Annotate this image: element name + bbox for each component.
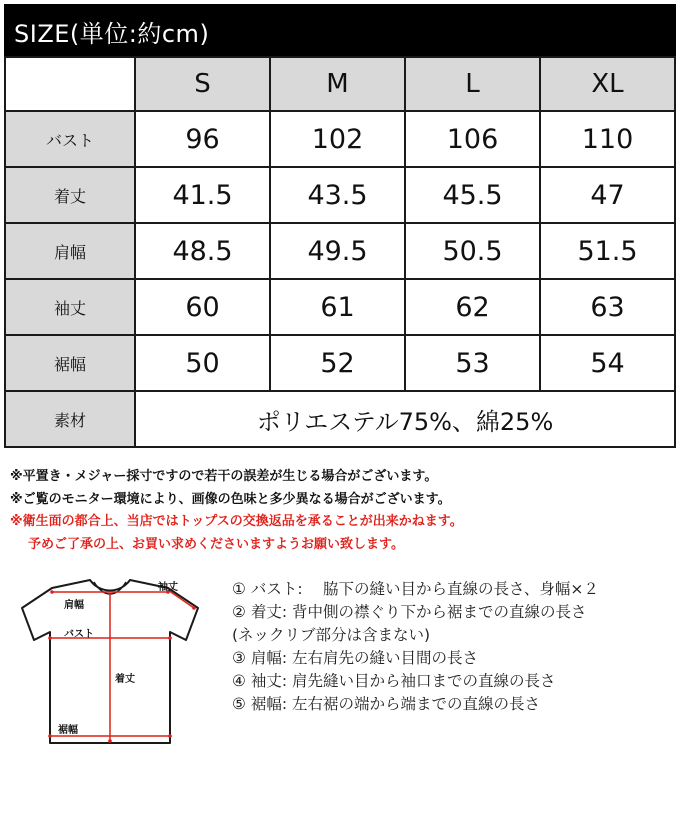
value-cell: 63 bbox=[540, 279, 675, 335]
legend-item-length-note: (ネックリブ部分は含まない) bbox=[232, 626, 431, 644]
size-table bbox=[4, 56, 676, 448]
value-cell: 45.5 bbox=[405, 167, 540, 223]
value-cell: 50 bbox=[135, 335, 270, 391]
row-label-shoulder: 肩幅 bbox=[5, 223, 135, 279]
value-cell: 51.5 bbox=[540, 223, 675, 279]
value-cell: 41.5 bbox=[135, 167, 270, 223]
value-cell: 47 bbox=[540, 167, 675, 223]
value-cell: 54 bbox=[540, 335, 675, 391]
material-row bbox=[5, 391, 675, 447]
diagram-label-sleeve: 袖丈 bbox=[158, 582, 178, 593]
note-monitor-color: ※ご覧のモニター環境により、画像の色味と多少異なる場合がございます。 bbox=[10, 491, 451, 507]
table-corner-cell bbox=[5, 57, 135, 111]
value-cell: 106 bbox=[405, 111, 540, 167]
material-value: ポリエステル75%、綿25% bbox=[135, 391, 675, 447]
value-cell: 62 bbox=[405, 279, 540, 335]
row-label-bust: バスト bbox=[5, 111, 135, 167]
value-cell: 43.5 bbox=[270, 167, 405, 223]
value-cell: 53 bbox=[405, 335, 540, 391]
legend-item-bust: ① バスト: 脇下の縫い目から直線の長さ、身幅×２ bbox=[232, 580, 599, 598]
size-header-m: M bbox=[270, 57, 405, 111]
note-measurement-error: ※平置き・メジャー採寸ですので若干の誤差が生じる場合がございます。 bbox=[10, 469, 438, 484]
table-row bbox=[5, 223, 675, 279]
table-row bbox=[5, 167, 675, 223]
size-header-l: L bbox=[405, 57, 540, 111]
note-acknowledgement: 予めご了承の上、お買い求めくださいますようお願い致します。 bbox=[28, 536, 404, 552]
legend-item-sleeve: ④ 袖丈: 肩先縫い目から袖口までの直線の長さ bbox=[232, 672, 556, 690]
value-cell: 96 bbox=[135, 111, 270, 167]
diagram-label-length: 着丈 bbox=[115, 674, 135, 685]
value-cell: 110 bbox=[540, 111, 675, 167]
note-no-returns: ※衛生面の都合上、当店ではトップスの交換返品を承ることが出来かねます。 bbox=[10, 514, 463, 529]
value-cell: 48.5 bbox=[135, 223, 270, 279]
measurement-legend bbox=[232, 578, 599, 716]
size-title: SIZE(単位:約cm) bbox=[14, 20, 210, 48]
legend-item-shoulder: ③ 肩幅: 左右肩先の縫い目間の長さ bbox=[232, 649, 478, 667]
size-header-row bbox=[5, 57, 675, 111]
table-row bbox=[5, 335, 675, 391]
value-cell: 102 bbox=[270, 111, 405, 167]
legend-item-length: ② 着丈: 背中側の襟ぐり下から裾までの直線の長さ bbox=[232, 603, 587, 621]
size-header-xl: XL bbox=[540, 57, 675, 111]
header-bar bbox=[4, 4, 676, 56]
diagram-label-hem: 裾幅 bbox=[58, 725, 78, 736]
row-label-length: 着丈 bbox=[5, 167, 135, 223]
row-label-hem: 裾幅 bbox=[5, 335, 135, 391]
legend-item-hem: ⑤ 裾幅: 左右裾の端から端までの直線の長さ bbox=[232, 695, 540, 713]
value-cell: 50.5 bbox=[405, 223, 540, 279]
row-label-sleeve: 袖丈 bbox=[5, 279, 135, 335]
table-row bbox=[5, 111, 675, 167]
notes-section bbox=[10, 466, 463, 556]
diagram-label-bust: バスト bbox=[64, 629, 94, 640]
value-cell: 52 bbox=[270, 335, 405, 391]
size-header-s: S bbox=[135, 57, 270, 111]
row-label-material: 素材 bbox=[5, 391, 135, 447]
table-row bbox=[5, 279, 675, 335]
value-cell: 60 bbox=[135, 279, 270, 335]
value-cell: 49.5 bbox=[270, 223, 405, 279]
value-cell: 61 bbox=[270, 279, 405, 335]
tshirt-diagram bbox=[8, 568, 223, 748]
diagram-label-shoulder: 肩幅 bbox=[64, 600, 84, 611]
tshirt-outline-icon bbox=[8, 568, 223, 748]
